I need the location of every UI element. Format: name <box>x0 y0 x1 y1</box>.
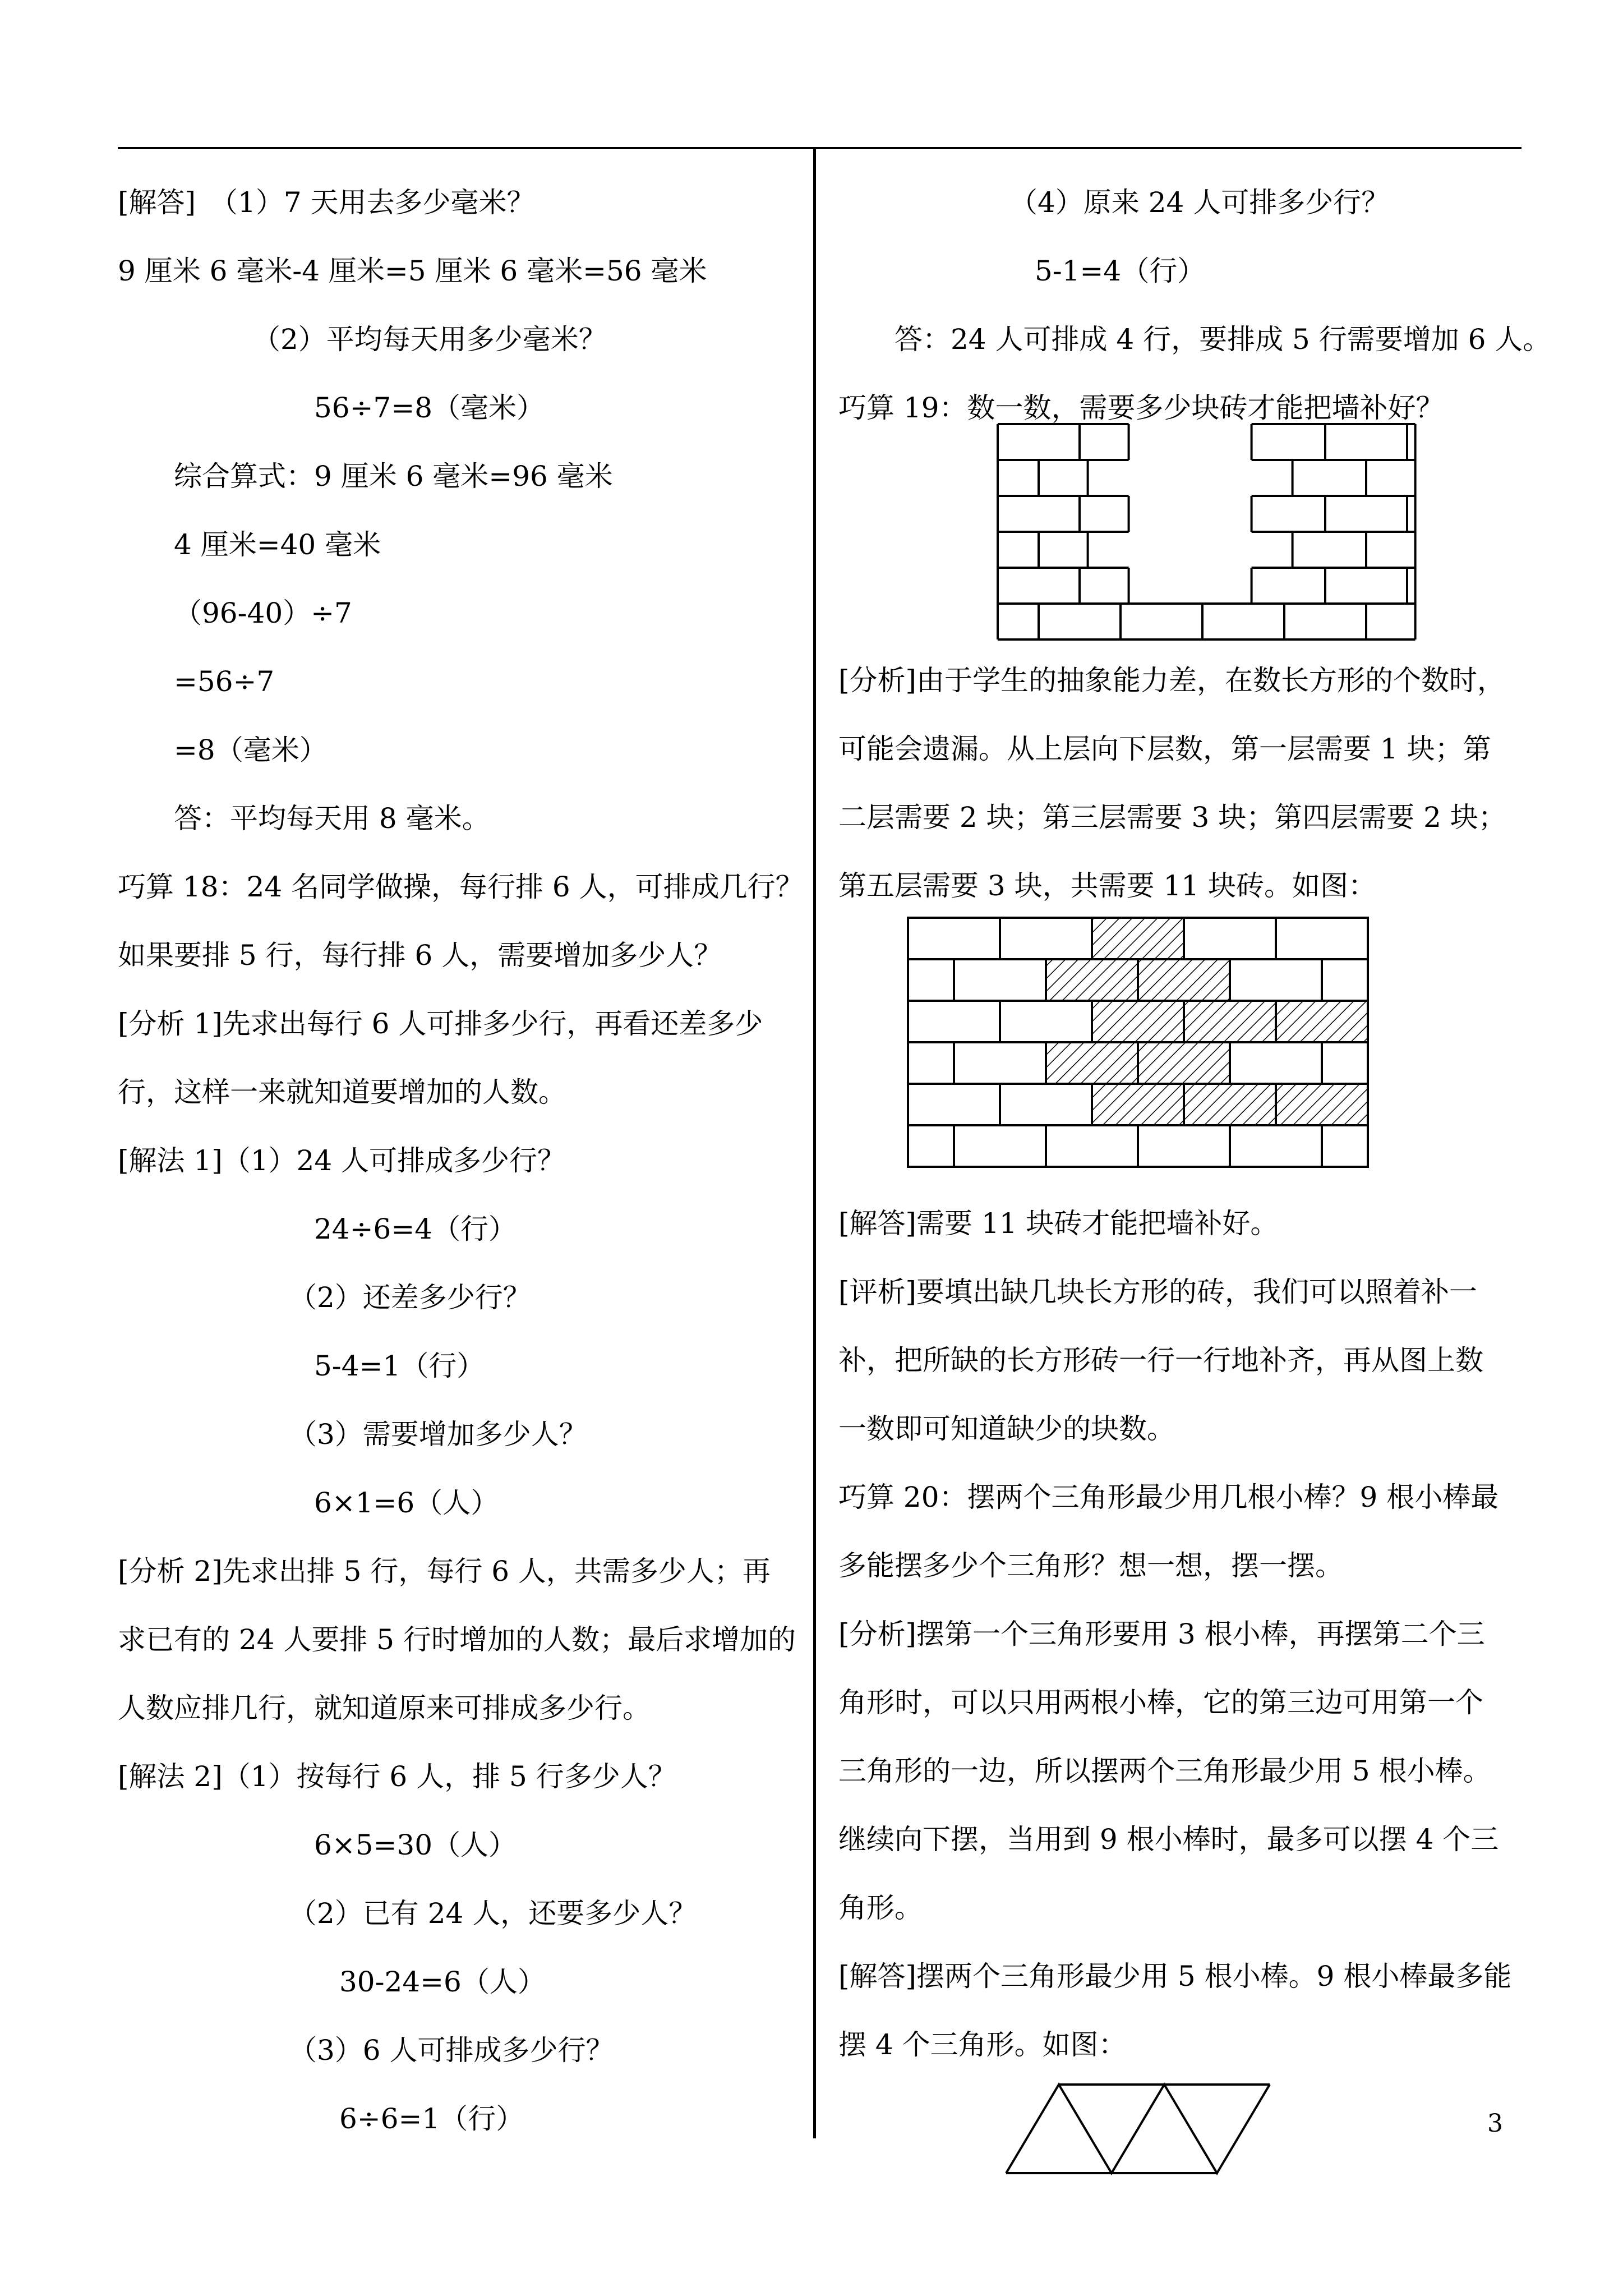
filled-brick <box>1092 1001 1184 1042</box>
text-line: [解答]摆两个三角形最少用 5 根小棒。9 根小棒最多能 <box>838 1960 1512 1993</box>
text-line: 9 厘米 6 毫米-4 厘米=5 厘米 6 毫米=56 毫米 <box>118 255 707 287</box>
text-line: （2）已有 24 人，还要多少人？ <box>289 1897 697 1930</box>
four-triangles-figure <box>1004 2081 1279 2177</box>
text-line: 人数应排几行，就知道原来可排成多少行。 <box>118 1692 651 1724</box>
brick <box>1000 918 1092 959</box>
text-line: [解法 2]（1）按每行 6 人，排 5 行多少人？ <box>118 1760 676 1793</box>
filled-brick <box>1276 1001 1368 1042</box>
text-line: 三角形的一边，所以摆两个三角形最少用 5 根小棒。 <box>838 1755 1491 1787</box>
column-divider <box>813 147 816 2138</box>
text-line: 如果要排 5 行，每行排 6 人，需要增加多少人？ <box>118 939 722 972</box>
filled-brick <box>1046 959 1138 1001</box>
text-line: 30-24=6（人） <box>339 1966 546 1998</box>
brick <box>954 1125 1046 1167</box>
text-line: 巧算 18：24 名同学做操，每行排 6 人，可排成几行？ <box>118 871 804 903</box>
text-line: 行，这样一来就知道要增加的人数。 <box>118 1076 566 1108</box>
right-column-top <box>838 168 1551 442</box>
text-line: 可能会遗漏。从上层向下层数，第一层需要 1 块；第 <box>838 733 1491 765</box>
filled-brick <box>1092 918 1184 959</box>
text-line: 5-4=1（行） <box>314 1350 485 1382</box>
filled-brick <box>1092 1084 1184 1125</box>
brick <box>954 959 1046 1001</box>
brick <box>1138 1125 1230 1167</box>
text-line: 摆 4 个三角形。如图： <box>838 2028 1127 2061</box>
brick <box>1276 918 1368 959</box>
text-line: [解答] （1）7 天用去多少毫米？ <box>118 186 535 219</box>
right-column-analysis <box>838 646 1525 920</box>
text-line: 答：24 人可排成 4 行，要排成 5 行需要增加 6 人。 <box>895 323 1551 356</box>
text-line: 5-1=4（行） <box>1035 255 1206 287</box>
text-line: 角形时，可以只用两根小棒，它的第三边可用第一个 <box>838 1686 1483 1719</box>
brick <box>908 959 954 1001</box>
brick <box>908 918 1000 959</box>
wall-filled-bricks-figure <box>906 915 1384 1169</box>
brick <box>1230 1042 1322 1084</box>
text-line: （3）6 人可排成多少行？ <box>289 2034 614 2067</box>
filled-brick <box>1138 959 1230 1001</box>
text-line: 24÷6=4（行） <box>314 1213 517 1245</box>
text-line: 求已有的 24 人要排 5 行时增加的人数；最后求增加的 <box>118 1623 796 1656</box>
text-line: 多能摆多少个三角形？想一想，摆一摆。 <box>838 1549 1343 1582</box>
text-line: 角形。 <box>838 1892 923 1924</box>
text-line: 补，把所缺的长方形砖一行一行地补齐，再从图上数 <box>838 1344 1483 1377</box>
brick <box>1230 1125 1322 1167</box>
brick <box>954 1042 1046 1084</box>
text-line: [分析 2]先求出排 5 行，每行 6 人，共需多少人；再 <box>118 1555 771 1588</box>
text-line: 6×5=30（人） <box>314 1829 517 1861</box>
text-line: 56÷7=8（毫米） <box>314 392 545 424</box>
text-line: 第五层需要 3 块，共需要 11 块砖。如图： <box>838 869 1377 902</box>
brick <box>1322 959 1368 1001</box>
brick <box>1000 1084 1092 1125</box>
text-line: （96-40）÷7 <box>174 597 352 629</box>
text-line: [评析]要填出缺几块长方形的砖，我们可以照着补一 <box>838 1276 1478 1308</box>
text-line: （4）原来 24 人可排多少行？ <box>1009 186 1390 219</box>
brick <box>1230 959 1322 1001</box>
text-line: 巧算 20：摆两个三角形最少用几根小棒？9 根小棒最 <box>838 1481 1499 1513</box>
text-line: （3）需要增加多少人？ <box>289 1418 587 1451</box>
header-rule <box>118 147 1521 149</box>
brick <box>908 1084 1000 1125</box>
left-column <box>118 168 805 2153</box>
text-line: [解法 1]（1）24 人可排成多少行？ <box>118 1144 566 1177</box>
text-line: =8（毫米） <box>174 734 328 766</box>
text-line: （2）还差多少行？ <box>289 1281 531 1314</box>
text-line: 6÷6=1（行） <box>339 2102 524 2135</box>
filled-brick <box>1184 1001 1276 1042</box>
filled-brick <box>1184 1084 1276 1125</box>
brick <box>1322 1125 1368 1167</box>
wall-missing-bricks-figure <box>995 422 1423 647</box>
text-line: 一数即可知道缺少的块数。 <box>838 1412 1175 1445</box>
brick <box>1046 1125 1138 1167</box>
text-line: （2）平均每天用多少毫米？ <box>252 323 607 356</box>
text-line: 答：平均每天用 8 毫米。 <box>174 802 490 835</box>
triangles-zigzag <box>1006 2085 1270 2173</box>
filled-brick <box>1138 1042 1230 1084</box>
brick <box>1000 1001 1092 1042</box>
text-line: 继续向下摆，当用到 9 根小棒时，最多可以摆 4 个三 <box>838 1823 1499 1856</box>
text-line: [分析]摆第一个三角形要用 3 根小棒，再摆第二个三 <box>838 1618 1485 1650</box>
filled-brick <box>1276 1084 1368 1125</box>
text-line: [解答]需要 11 块砖才能把墙补好。 <box>838 1207 1279 1240</box>
brick <box>1322 1042 1368 1084</box>
text-line: 综合算式：9 厘米 6 毫米=96 毫米 <box>174 460 613 493</box>
brick <box>908 1042 954 1084</box>
text-line: 6×1=6（人） <box>314 1487 499 1519</box>
filled-brick <box>1046 1042 1138 1084</box>
text-line: [分析]由于学生的抽象能力差，在数长方形的个数时， <box>838 664 1506 697</box>
brick <box>908 1001 1000 1042</box>
page-number: 3 <box>1487 2109 1503 2138</box>
text-line: 4 厘米=40 毫米 <box>174 528 381 561</box>
text-line: [分析 1]先求出每行 6 人可排多少行，再看还差多少 <box>118 1007 763 1040</box>
brick <box>908 1125 954 1167</box>
text-line: 巧算 19：数一数，需要多少块砖才能把墙补好？ <box>838 392 1444 424</box>
right-column-bottom <box>838 1189 1525 2079</box>
text-line: 二层需要 2 块；第三层需要 3 块；第四层需要 2 块； <box>838 801 1506 834</box>
brick <box>1184 918 1276 959</box>
text-line: =56÷7 <box>174 665 275 698</box>
